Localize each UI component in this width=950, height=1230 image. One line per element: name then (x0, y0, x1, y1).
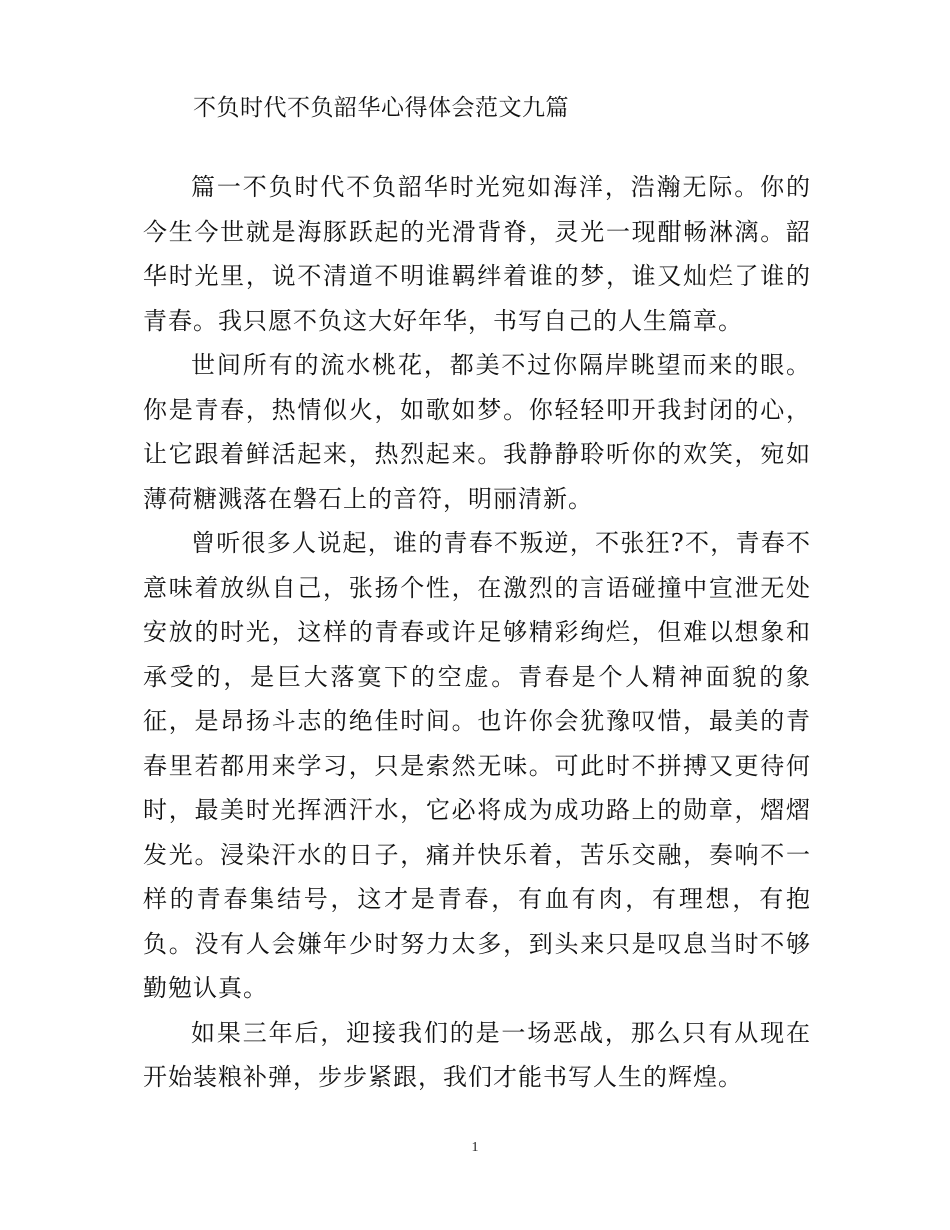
paragraph-3: 曾听很多人说起，谁的青春不叛逆，不张狂?不，青春不意味着放纵自己，张扬个性，在激烈的言语碰撞中宣泄无处安放的时光，这样的青春或许足够精彩绚烂，但难以想象和承受的，是巨大落寞下的空虚。青春是个人精神面貌的象征，是昂扬斗志的绝佳时间。也许你会犹豫叹惜，最美的青春里若都用来学习，只是索然无味。可此时不拼搏又更待何时，最美时光挥洒汗水，它必将成为成功路上的勋章，熠熠发光。浸染汗水的日子，痛并快乐着，苦乐交融，奏响不一样的青春集结号，这才是青春，有血有肉，有理想，有抱负。没有人会嫌年少时努力太多，到头来只是叹息当时不够勤勉认真。 (143, 529, 811, 1002)
document-body (143, 165, 811, 1100)
page-number: 1 (471, 1140, 479, 1155)
paragraph-1: 篇一不负时代不负韶华时光宛如海洋，浩瀚无际。你的今生今世就是海豚跃起的光滑背脊，灵光一现酣畅淋漓。韶华时光里，说不清道不明谁羁绊着谁的梦，谁又灿烂了谁的青春。我只愿不负这大好年华，书写自己的人生篇章。 (143, 173, 811, 335)
document-title: 不负时代不负韶华心得体会范文九篇 (193, 95, 569, 121)
paragraph-4: 如果三年后，迎接我们的是一场恶战，那么只有从现在开始装粮补弹，步步紧跟，我们才能书写人生的辉煌。 (143, 1018, 811, 1091)
paragraph-2: 世间所有的流水桃花，都美不过你隔岸眺望而来的眼。你是青春，热情似火，如歌如梦。你轻轻叩开我封闭的心，让它跟着鲜活起来，热烈起来。我静静聆听你的欢笑，宛如薄荷糖溅落在磐石上的音符，明丽清新。 (143, 351, 811, 513)
